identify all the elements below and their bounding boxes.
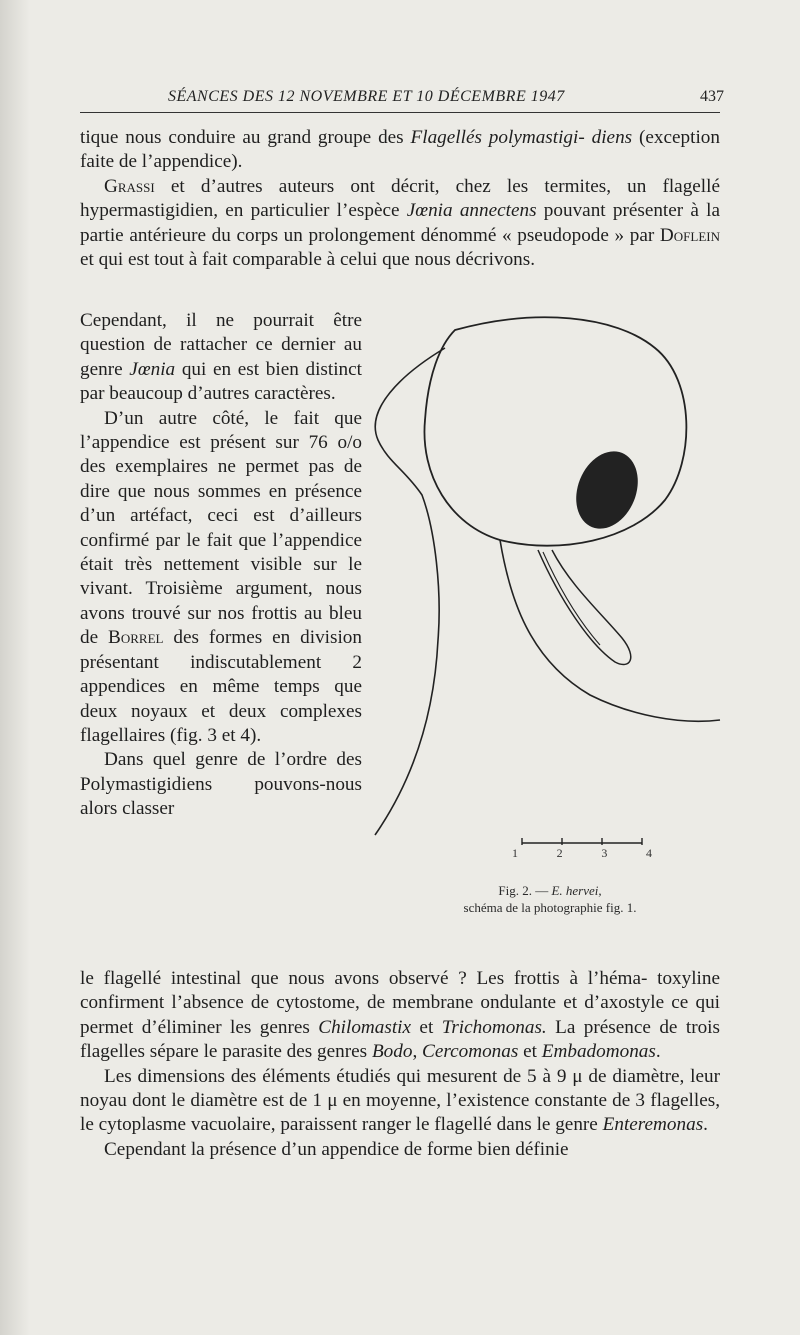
running-title: SÉANCES DES 12 NOVEMBRE ET 10 DÉCEMBRE 1947 [168,88,565,105]
scale-label: 1 [512,846,518,860]
scale-label: 3 [601,846,608,860]
narrow-text-column [80,309,362,822]
page-edge-shadow [0,0,30,1335]
flagellum-right [500,540,720,721]
figure-flagellate-drawing [360,300,740,845]
paragraph-dimensions: Les dimensions des éléments étudiés qui mesurent de 5 à 9 μ de diamètre, leur noyau dont le diamètre est de 1 μ en moyenne, l’existence constante de 3 flagelles, le cytoplasme vacuolaire, paraissent ranger le flagellé dans le genre Enteremonas. [80,1065,720,1136]
scale-label: 4 [645,846,652,860]
bottom-text-block [80,967,720,1162]
appendix-inner-line [543,552,600,645]
scale-bar-labels [512,846,652,861]
paragraph-grassi: Grassi et d’autres auteurs ont décrit, chez les termites, un flagellé hypermastigidien, en particulier l’espèce Jœnia annectens pouvant présenter à la partie antérieure du corps un prolongement dénommé « pseudopode » par Doflein et qui est tout à fait comparable à celui que nous décrivons. [80,175,721,271]
top-text-block [80,126,720,272]
flagellum-left [375,348,445,835]
appendix-outline [538,550,631,665]
header-rule [80,112,720,113]
paragraph-dans-quel-genre: Dans quel genre de l’ordre des Polymastigidiens pouvons-nous alors classer [80,749,362,820]
cell-body-outline [424,317,686,545]
scale-label: 2 [556,846,563,860]
page-number: 437 [700,88,724,105]
paragraph-cependant: Cependant, il ne pourrait être question de rattacher ce dernier au genre Jœnia qui en est bien distinct par beaucoup d’autres caractères. [80,310,362,405]
paragraph-autre-cote: D’un autre côté, le fait que l’appendice est présent sur 76 o/o des exemplaires ne permet pas de dire que nous sommes en présence d’un artéfact, ceci est d’ailleurs confirmé par le fait que l’appendice était très nettement visible sur le vivant. Troisième argument, nous avons trouvé sur nos frottis au bleu de Borrel des formes en division présentant indiscutablement 2 appendices en même temps que deux noyaux et deux complexes flagellaires (fig. 3 et 4). [80,407,362,746]
paragraph-continued: tique nous conduire au grand groupe des Flagellés polymastigi- diens (exception faite de l’appendice). [80,127,720,173]
figure-caption: Fig. 2. — E. hervei, schéma de la photographie fig. 1. [463,883,637,915]
paragraph-continued-bottom: le flagellé intestinal que nous avons observé ? Les frottis à l’héma- toxyline confirment l’absence de cytostome, de membrane ondulante et d’axostyle ce qui permet d’éliminer les genres Chilomastix et Trichomonas. La présence de trois flagelles sépare le parasite des genres Bodo, Cercomonas et Embadomonas. [80,968,720,1063]
paragraph-appendice: Cependant la présence d’un appendice de forme bien définie [104,1138,569,1160]
